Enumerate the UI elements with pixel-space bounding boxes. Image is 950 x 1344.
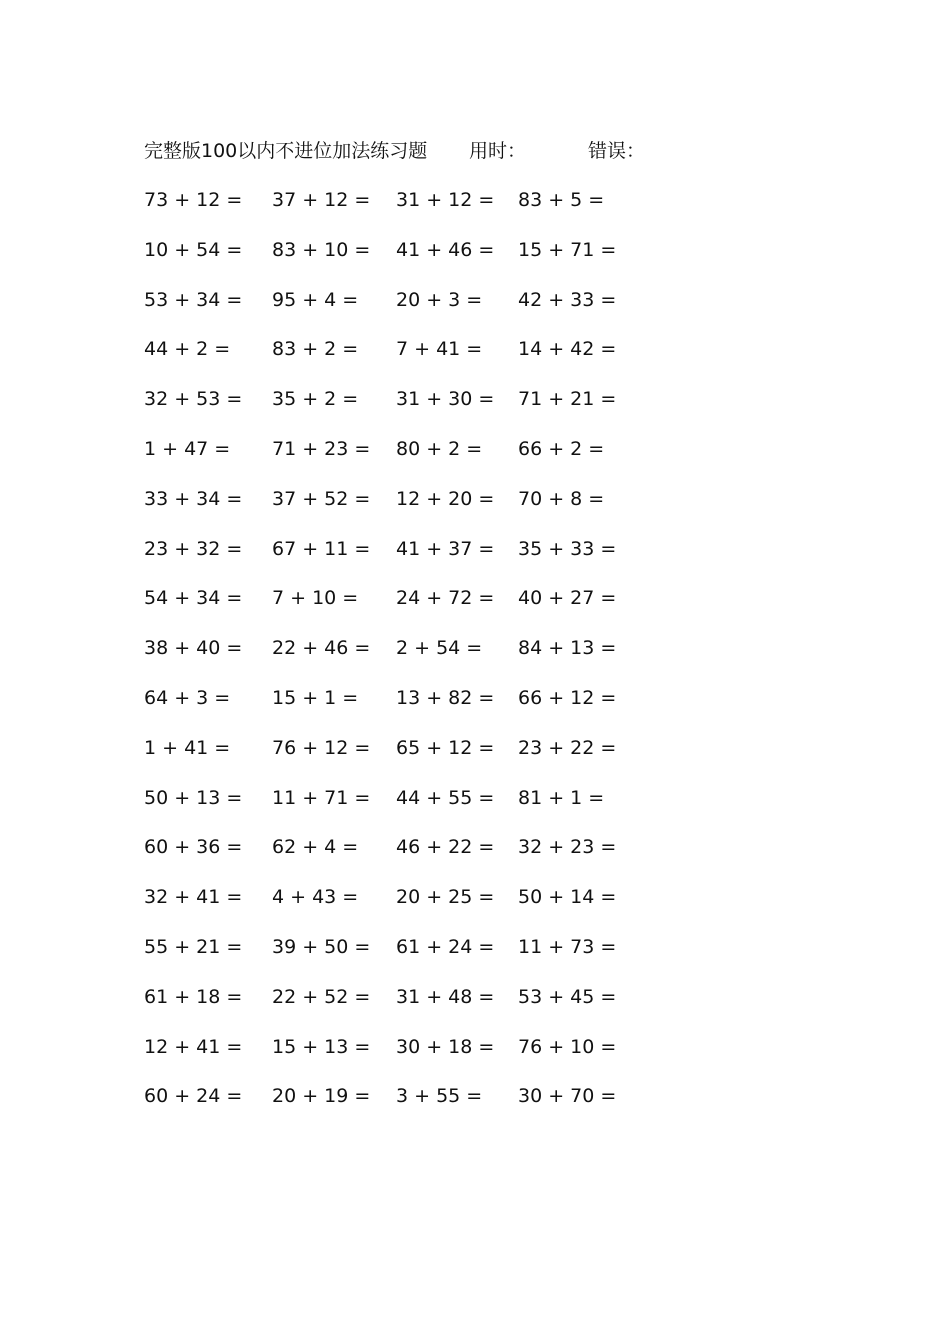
problem-item: 83 + 2 = bbox=[272, 338, 359, 361]
problem-item: 1 + 41 = bbox=[144, 736, 231, 759]
problem-item: 2 + 54 = bbox=[396, 637, 483, 660]
problem-item: 40 + 27 = bbox=[518, 587, 617, 610]
error-label: 错误： bbox=[588, 140, 646, 162]
problem-item: 30 + 70 = bbox=[518, 1085, 617, 1108]
problem-item: 76 + 10 = bbox=[518, 1035, 617, 1058]
problem-item: 31 + 12 = bbox=[396, 189, 495, 211]
problem-item: 60 + 24 = bbox=[144, 1085, 243, 1108]
problem-item: 11 + 73 = bbox=[518, 936, 617, 958]
problem-item: 71 + 23 = bbox=[272, 438, 371, 460]
problem-item: 41 + 46 = bbox=[396, 238, 495, 261]
problem-item: 60 + 36 = bbox=[144, 836, 243, 859]
problem-item: 50 + 13 = bbox=[144, 786, 243, 809]
problem-item: 32 + 53 = bbox=[144, 388, 243, 411]
problem-item: 66 + 2 = bbox=[518, 438, 605, 460]
problem-item: 38 + 40 = bbox=[144, 637, 243, 660]
problem-item: 20 + 3 = bbox=[396, 288, 483, 311]
problem-item: 53 + 45 = bbox=[518, 985, 617, 1008]
problem-item: 20 + 19 = bbox=[272, 1085, 371, 1108]
problem-item: 81 + 1 = bbox=[518, 786, 605, 809]
problem-item: 1 + 47 = bbox=[144, 438, 231, 460]
problem-item: 83 + 5 = bbox=[518, 189, 605, 211]
problem-item: 11 + 71 = bbox=[272, 786, 371, 809]
problem-item: 32 + 41 = bbox=[144, 886, 243, 909]
problem-item: 76 + 12 = bbox=[272, 736, 371, 759]
problem-item: 53 + 34 = bbox=[144, 288, 243, 311]
problem-item: 44 + 2 = bbox=[144, 338, 231, 361]
problem-item: 55 + 21 = bbox=[144, 936, 243, 958]
problem-item: 61 + 24 = bbox=[396, 936, 495, 958]
problem-item: 61 + 18 = bbox=[144, 985, 243, 1008]
problem-item: 22 + 46 = bbox=[272, 637, 371, 660]
problem-item: 31 + 30 = bbox=[396, 388, 495, 411]
problem-item: 84 + 13 = bbox=[518, 637, 617, 660]
problem-item: 30 + 18 = bbox=[396, 1035, 495, 1058]
problem-item: 64 + 3 = bbox=[144, 687, 231, 709]
problem-item: 67 + 11 = bbox=[272, 537, 371, 560]
problem-item: 7 + 10 = bbox=[272, 587, 359, 610]
problem-item: 14 + 42 = bbox=[518, 338, 617, 361]
problem-item: 83 + 10 = bbox=[272, 238, 371, 261]
problem-item: 37 + 12 = bbox=[272, 189, 371, 211]
problem-item: 39 + 50 = bbox=[272, 936, 371, 958]
problem-item: 46 + 22 = bbox=[396, 836, 495, 859]
problem-item: 35 + 33 = bbox=[518, 537, 617, 560]
problem-item: 31 + 48 = bbox=[396, 985, 495, 1008]
problem-item: 66 + 12 = bbox=[518, 687, 617, 709]
problem-item: 15 + 13 = bbox=[272, 1035, 371, 1058]
problem-item: 44 + 55 = bbox=[396, 786, 495, 809]
problem-item: 32 + 23 = bbox=[518, 836, 617, 859]
problem-item: 4 + 43 = bbox=[272, 886, 359, 909]
problem-item: 35 + 2 = bbox=[272, 388, 359, 411]
problem-item: 7 + 41 = bbox=[396, 338, 483, 361]
problem-item: 62 + 4 = bbox=[272, 836, 359, 859]
problem-item: 54 + 34 = bbox=[144, 587, 243, 610]
problem-item: 95 + 4 = bbox=[272, 288, 359, 311]
problem-item: 15 + 71 = bbox=[518, 238, 617, 261]
problem-item: 22 + 52 = bbox=[272, 985, 371, 1008]
problem-item: 42 + 33 = bbox=[518, 288, 617, 311]
problem-item: 23 + 22 = bbox=[518, 736, 617, 759]
problem-item: 10 + 54 = bbox=[144, 238, 243, 261]
time-label: 用时： bbox=[469, 140, 527, 162]
problem-item: 15 + 1 = bbox=[272, 687, 359, 709]
problem-item: 65 + 12 = bbox=[396, 736, 495, 759]
problem-item: 12 + 20 = bbox=[396, 487, 495, 510]
problem-item: 13 + 82 = bbox=[396, 687, 495, 709]
problem-item: 50 + 14 = bbox=[518, 886, 617, 909]
problem-item: 3 + 55 = bbox=[396, 1085, 483, 1108]
problem-item: 71 + 21 = bbox=[518, 388, 617, 411]
problem-item: 73 + 12 = bbox=[144, 189, 243, 211]
worksheet-title: 完整版100以内不进位加法练习题 bbox=[144, 140, 428, 162]
problem-item: 33 + 34 = bbox=[144, 487, 243, 510]
problem-item: 20 + 25 = bbox=[396, 886, 495, 909]
problem-item: 70 + 8 = bbox=[518, 487, 605, 510]
problem-item: 41 + 37 = bbox=[396, 537, 495, 560]
problem-item: 24 + 72 = bbox=[396, 587, 495, 610]
problem-item: 23 + 32 = bbox=[144, 537, 243, 560]
problem-item: 12 + 41 = bbox=[144, 1035, 243, 1058]
worksheet-header bbox=[144, 137, 704, 165]
problem-item: 80 + 2 = bbox=[396, 438, 483, 460]
problem-item: 37 + 52 = bbox=[272, 487, 371, 510]
